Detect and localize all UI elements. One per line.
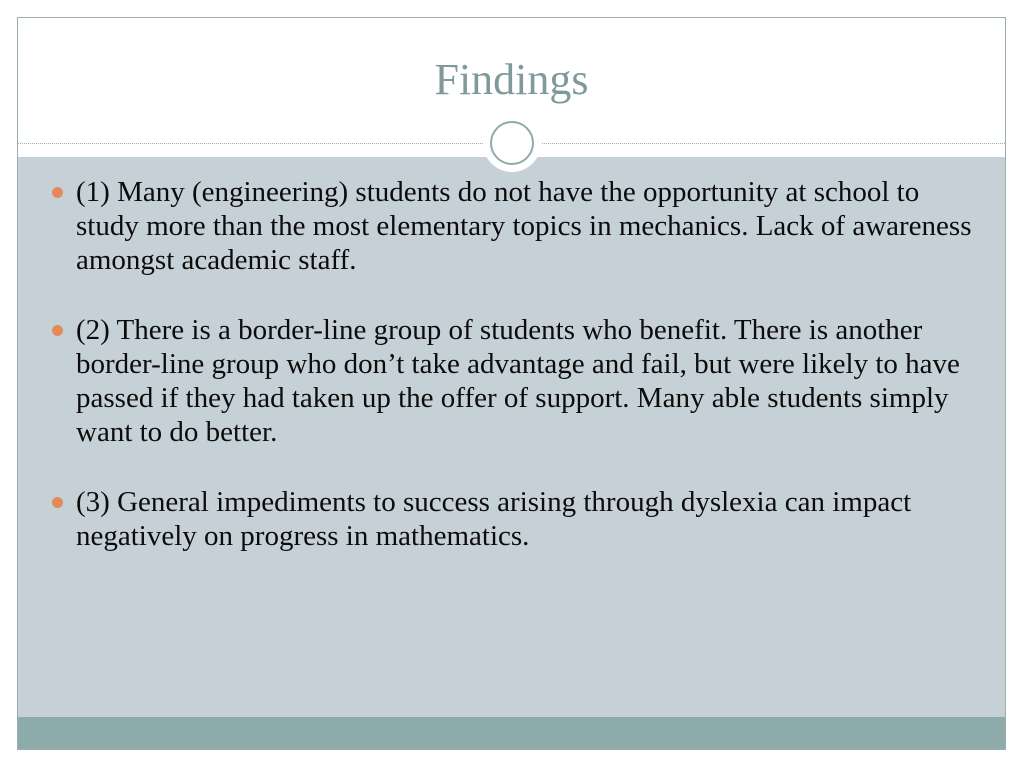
bullet-item [52,175,972,277]
bullet-dot-icon [52,187,63,198]
bullet-item [52,485,972,553]
bullet-list [52,175,972,589]
bullet-text: (2) There is a border-line group of students who benefit. There is another border-line group who don’t take advantage and fail, but were likely to have passed if they had taken up the offer of support. Many able students simply want to do better. [76,314,960,448]
slide [17,17,1006,750]
circle-ring [490,121,534,165]
footer-band [18,717,1005,750]
bullet-text: (1) Many (engineering) students do not have the opportunity at school to study more than the most elementary topics in mechanics. Lack of awareness amongst academic staff. [76,176,972,276]
slide-title: Findings [434,55,589,104]
circle-ornament-icon [483,114,541,172]
bullet-dot-icon [52,325,63,336]
bullet-dot-icon [52,497,63,508]
bullet-text: (3) General impediments to success arising through dyslexia can impact negatively on progress in mathematics. [76,486,912,552]
bullet-item [52,313,972,449]
